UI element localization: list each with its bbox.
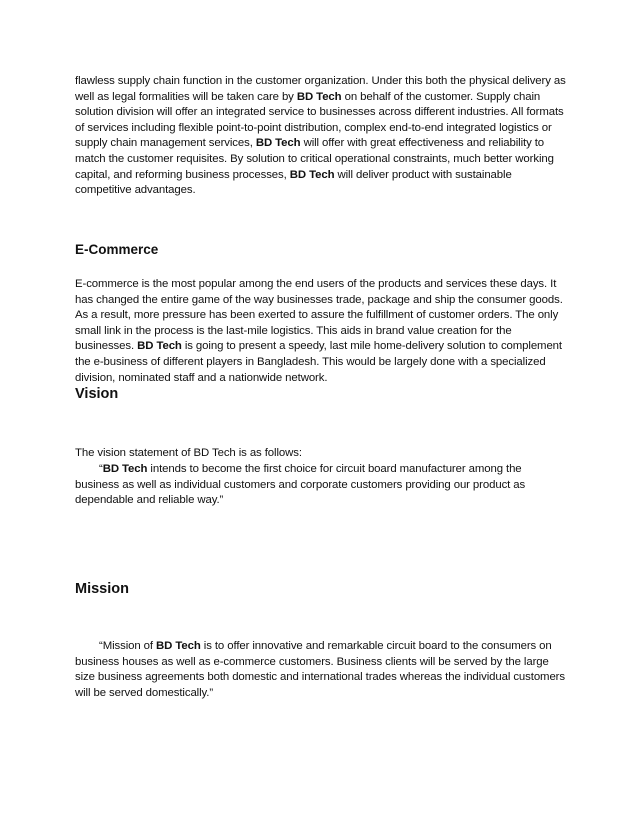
text-run: E-commerce is the most popular among the end users of the products and services these days. It has changed the entire game of the way businesses trade, package and ship the consumer goods. As a result, more pressure has been exerted to assure the fulfillment of customer orders. The only small link in the process is the last-mile logistics. This aids in brand value creation for the businesses. xyxy=(75,278,563,353)
vision-intro: The vision statement of BD Tech is as follows: xyxy=(75,447,302,459)
text-run: “Mission of xyxy=(99,640,157,652)
text-run: flawless supply chain function in the customer organization. Under this both the physical delivery as well as legal formalities will be taken care by xyxy=(75,75,566,103)
text-run: intends to become the first choice for circuit board manufacturer among the business as well as individual customers and corporate customers providing our product as dependable and reliable way.” xyxy=(75,463,526,507)
ecommerce-paragraph xyxy=(75,277,567,386)
vision-heading: Vision xyxy=(75,386,119,402)
text-run: will offer with great effectiveness and reliability to match the customer requisites. By solution to critical operational constraints, much better working capital, and reforming business processes, xyxy=(75,137,554,181)
company-name-bold: BD Tech xyxy=(255,137,301,150)
mission-heading: Mission xyxy=(75,581,129,597)
text-run: is to offer innovative and remarkable circuit board to the consumers on business houses as well as e-commerce customers. Business clients will be served by the large size business agreements both domestic and international trades whereas the individual customers will be served domestically.” xyxy=(75,640,565,699)
supply-chain-paragraph xyxy=(75,74,567,199)
company-name-bold: BD Tech xyxy=(289,168,335,181)
mission-statement xyxy=(75,639,567,701)
text-run: is going to present a speedy, last mile home-delivery solution to complement the e-business of different players in Bangladesh. This would be largely done with a specialized division, nominated staff and a nationwide network. xyxy=(75,340,562,384)
text-run: on behalf of the customer. Supply chain solution division will offer an integrated service to businesses across different industries. All formats of services including flexible point-to-point distribution, complex end-to-end integrated logistics or supply chain management services, xyxy=(75,90,564,150)
text-run: “ xyxy=(99,463,103,475)
company-name-bold: BD Tech xyxy=(156,640,201,652)
ecommerce-heading: E-Commerce xyxy=(75,242,159,257)
company-name-bold: BD Tech xyxy=(102,463,148,475)
text-run: will deliver product with sustainable competitive advantages. xyxy=(75,168,512,197)
company-name-bold: BD Tech xyxy=(137,340,182,353)
vision-statement xyxy=(75,462,567,509)
company-name-bold: BD Tech xyxy=(296,90,342,103)
